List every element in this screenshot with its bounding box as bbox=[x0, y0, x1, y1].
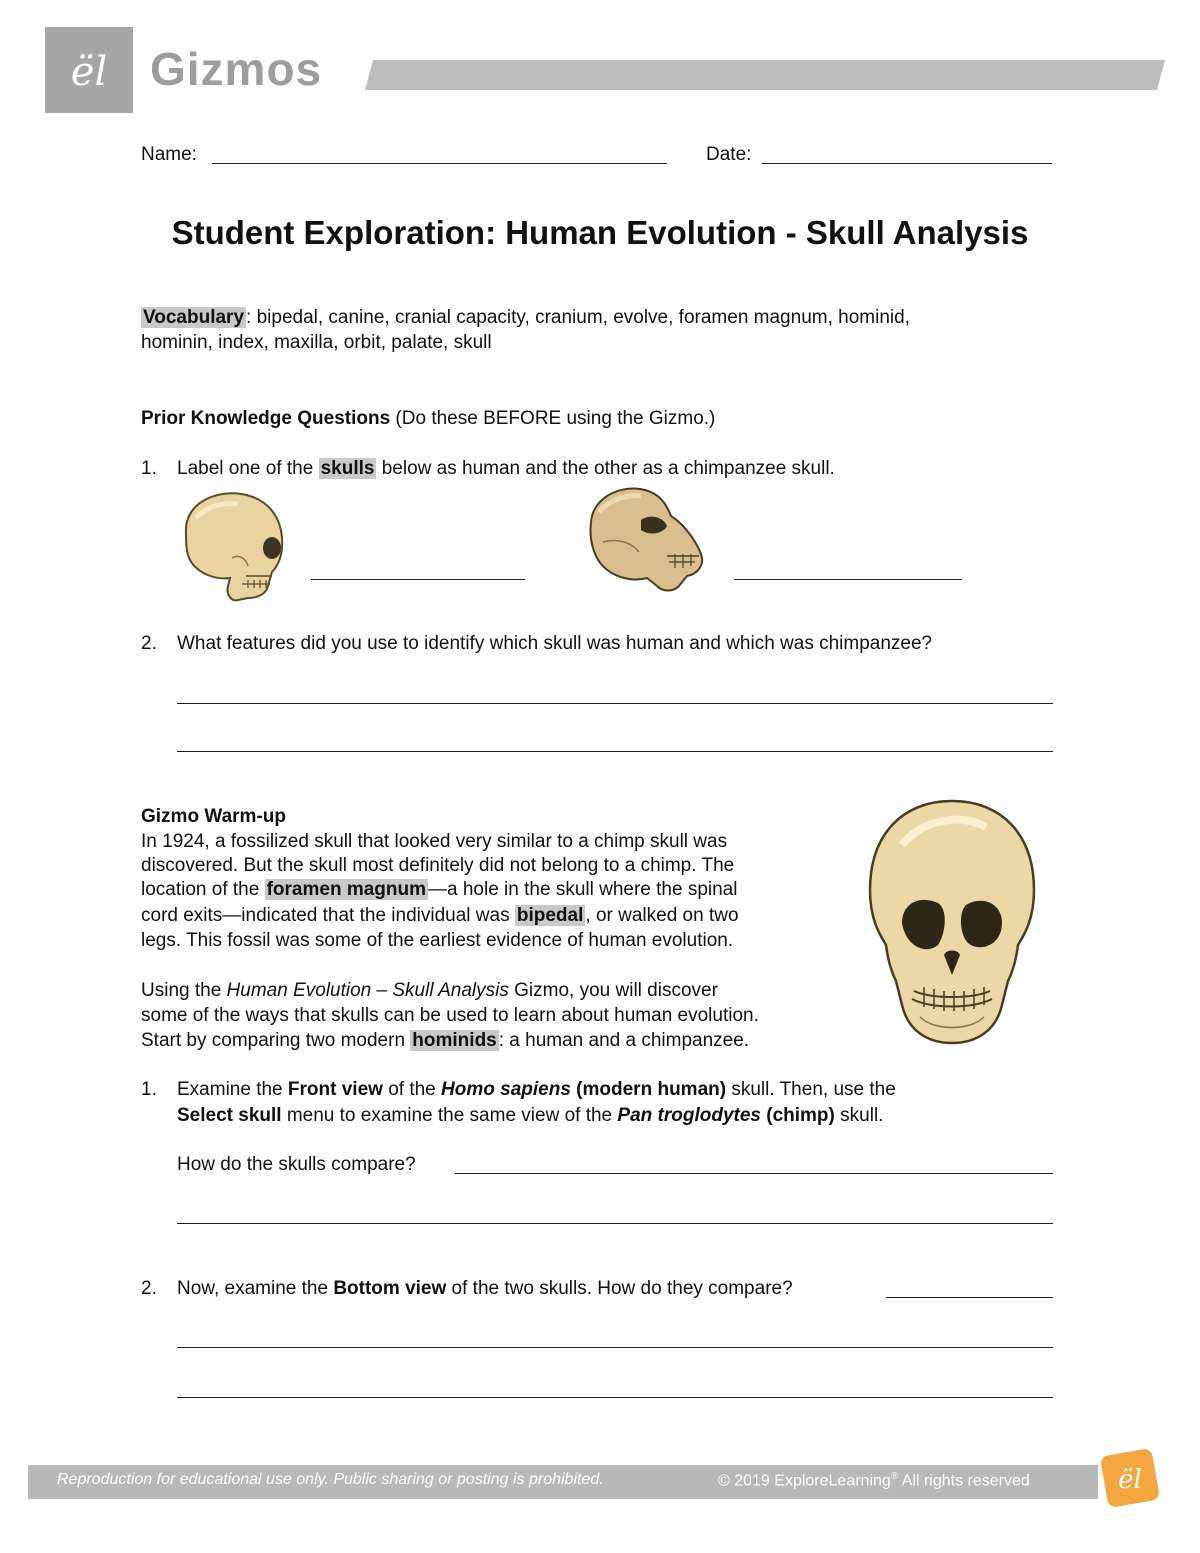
chimp-skull-label-field-2[interactable] bbox=[734, 559, 962, 580]
footer-notice: Reproduction for educational use only. Public sharing or posting is prohibited. bbox=[57, 1471, 604, 1488]
warmup-p1-line-1: In 1924, a fossilized skull that looked very similar to a chimp skull was bbox=[141, 831, 728, 852]
date-label: Date: bbox=[706, 144, 752, 165]
name-field[interactable] bbox=[212, 143, 667, 164]
warmup-q1-line-1: Examine the Front view of the Homo sapiens (modern human) skull. Then, use the bbox=[177, 1079, 896, 1100]
prior-knowledge-heading: Prior Knowledge Questions (Do these BEFORE using the Gizmo.) bbox=[141, 408, 716, 429]
explorelearning-logo bbox=[45, 27, 133, 113]
warmup-heading: Gizmo Warm-up bbox=[141, 806, 286, 827]
warmup-p2-line-3: Start by comparing two modern hominids : a human and a chimpanzee. bbox=[141, 1030, 750, 1051]
warmup-p1-line-5: legs. This fossil was some of the earliest evidence of human evolution. bbox=[141, 930, 734, 951]
warmup-q1-line-2: Select skull menu to examine the same view of the Pan troglodytes (chimp) skull. bbox=[177, 1105, 884, 1126]
el-logo-icon bbox=[45, 27, 133, 113]
warmup-q1-prompt: How do the skulls compare? bbox=[177, 1154, 416, 1175]
human-skull-side-image bbox=[176, 488, 291, 608]
prior-q1-number: 1. bbox=[141, 458, 157, 479]
warmup-p1-line-4: cord exits—indicated that the individual was bipedal , or walked on two bbox=[141, 905, 739, 926]
footer-copyright: © 2019 ExploreLearning® All rights reserved bbox=[718, 1471, 1030, 1490]
footer-el-logo-icon bbox=[1098, 1446, 1162, 1510]
prior-q2-number: 2. bbox=[141, 633, 157, 654]
warmup-q1-answer-line-2[interactable] bbox=[177, 1203, 1053, 1224]
warmup-q2-number: 2. bbox=[141, 1278, 157, 1299]
warmup-q1-number: 1. bbox=[141, 1079, 157, 1100]
page-header bbox=[0, 0, 1200, 120]
warmup-q1-answer-line-1[interactable] bbox=[455, 1153, 1053, 1174]
vocabulary-line-1: Vocabulary : bipedal, canine, cranial capacity, cranium, evolve, foramen magnum, hominid, bbox=[143, 307, 910, 328]
warmup-q2-answer-line-2[interactable] bbox=[177, 1377, 1053, 1398]
warmup-p2-line-2: some of the ways that skulls can be used to learn about human evolution. bbox=[141, 1005, 759, 1026]
prior-q2-text: What features did you use to identify which skull was human and which was chimpanzee? bbox=[177, 633, 933, 654]
prior-q1-text: Label one of the skulls below as human and the other as a chimpanzee skull. bbox=[177, 458, 835, 479]
svg-text:ël: ël bbox=[70, 49, 108, 95]
warmup-p2-line-1: Using the Human Evolution – Skull Analysis Gizmo, you will discover bbox=[141, 980, 718, 1001]
chimp-skull-side-image bbox=[583, 482, 708, 597]
warmup-p1-line-3: location of the foramen magnum —a hole in the skull where the spinal bbox=[141, 879, 738, 900]
svg-text:ël: ël bbox=[1118, 1465, 1142, 1495]
warmup-q2-answer-inline[interactable] bbox=[886, 1277, 1053, 1298]
page-title: Student Exploration: Human Evolution - Skull Analysis bbox=[171, 214, 1029, 251]
warmup-q2-answer-line-1[interactable] bbox=[177, 1327, 1053, 1348]
human-skull-label-field-1[interactable] bbox=[311, 559, 525, 580]
warmup-q2-text: Now, examine the Bottom view of the two skulls. How do they compare? bbox=[177, 1278, 793, 1299]
date-field[interactable] bbox=[762, 143, 1052, 164]
header-decorative-bar bbox=[365, 60, 1165, 90]
warmup-p1-line-2: discovered. But the skull most definitely did not belong to a chimp. The bbox=[141, 855, 735, 876]
vocabulary-label: Vocabulary bbox=[143, 307, 245, 328]
brand-name: Gizmos bbox=[150, 43, 323, 95]
vocabulary-line-2: hominin, index, maxilla, orbit, palate, skull bbox=[141, 332, 492, 353]
name-label: Name: bbox=[141, 144, 197, 165]
prior-q2-answer-line-1[interactable] bbox=[177, 683, 1053, 704]
human-skull-front-image bbox=[862, 795, 1042, 1050]
prior-q2-answer-line-2[interactable] bbox=[177, 731, 1053, 752]
